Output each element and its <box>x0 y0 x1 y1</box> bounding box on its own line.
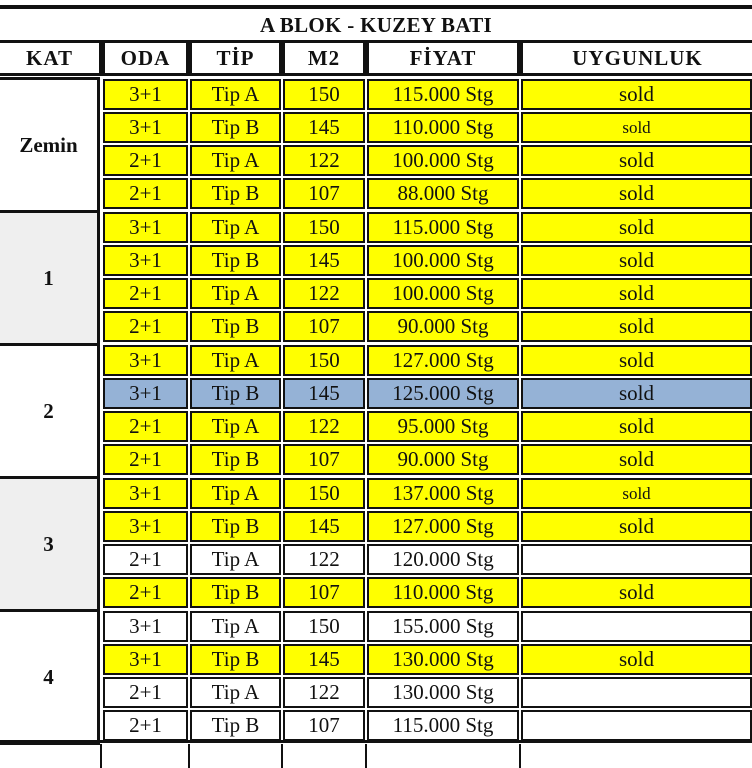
cell-m2: 150 <box>283 79 365 110</box>
cell-tip: Tip A <box>190 478 281 509</box>
cell-m2: 107 <box>283 444 365 475</box>
cell-oda: 3+1 <box>103 611 188 642</box>
cell-tip: Tip A <box>190 79 281 110</box>
cell-fiyat: 110.000 Stg <box>367 577 519 608</box>
cell-fiyat: 130.000 Stg <box>367 677 519 708</box>
cell-uygunluk: sold <box>521 411 752 442</box>
floor-label: 4 <box>0 609 100 745</box>
empty-column-divider <box>281 744 283 768</box>
cell-m2: 145 <box>283 112 365 143</box>
cell-fiyat: 110.000 Stg <box>367 112 519 143</box>
cell-fiyat: 127.000 Stg <box>367 511 519 542</box>
cell-m2: 145 <box>283 511 365 542</box>
table-bottom-border <box>0 740 752 743</box>
cell-oda: 2+1 <box>103 411 188 442</box>
cell-m2: 145 <box>283 644 365 675</box>
cell-fiyat: 88.000 Stg <box>367 178 519 209</box>
cell-uygunluk <box>521 710 752 741</box>
cell-m2: 107 <box>283 710 365 741</box>
floor-label: 2 <box>0 343 100 479</box>
cell-oda: 2+1 <box>103 677 188 708</box>
cell-oda: 3+1 <box>103 79 188 110</box>
cell-m2: 122 <box>283 677 365 708</box>
cell-uygunluk <box>521 611 752 642</box>
header-oda: ODA <box>102 40 189 76</box>
cell-m2: 150 <box>283 611 365 642</box>
cell-tip: Tip A <box>190 677 281 708</box>
header-fiyat: FİYAT <box>366 40 520 76</box>
cell-uygunluk: sold <box>521 112 752 143</box>
header-m2: M2 <box>282 40 366 76</box>
cell-m2: 122 <box>283 411 365 442</box>
cell-fiyat: 90.000 Stg <box>367 444 519 475</box>
cell-oda: 2+1 <box>103 544 188 575</box>
cell-tip: Tip B <box>190 444 281 475</box>
cell-m2: 150 <box>283 212 365 243</box>
cell-oda: 3+1 <box>103 511 188 542</box>
cell-tip: Tip A <box>190 544 281 575</box>
cell-tip: Tip A <box>190 278 281 309</box>
cell-tip: Tip A <box>190 212 281 243</box>
cell-tip: Tip B <box>190 644 281 675</box>
cell-oda: 2+1 <box>103 145 188 176</box>
cell-tip: Tip B <box>190 112 281 143</box>
cell-m2: 122 <box>283 278 365 309</box>
cell-tip: Tip A <box>190 345 281 376</box>
cell-tip: Tip A <box>190 145 281 176</box>
cell-uygunluk: sold <box>521 511 752 542</box>
cell-tip: Tip B <box>190 577 281 608</box>
cell-uygunluk: sold <box>521 345 752 376</box>
cell-tip: Tip A <box>190 411 281 442</box>
cell-uygunluk: sold <box>521 145 752 176</box>
cell-fiyat: 115.000 Stg <box>367 79 519 110</box>
cell-oda: 2+1 <box>103 178 188 209</box>
cell-oda: 3+1 <box>103 478 188 509</box>
cell-oda: 2+1 <box>103 577 188 608</box>
cell-uygunluk: sold <box>521 478 752 509</box>
table-title: A BLOK - KUZEY BATI <box>0 5 752 41</box>
cell-fiyat: 120.000 Stg <box>367 544 519 575</box>
cell-fiyat: 137.000 Stg <box>367 478 519 509</box>
cell-uygunluk: sold <box>521 178 752 209</box>
cell-m2: 107 <box>283 311 365 342</box>
cell-uygunluk: sold <box>521 444 752 475</box>
cell-m2: 145 <box>283 378 365 409</box>
cell-m2: 150 <box>283 478 365 509</box>
empty-column-divider <box>365 744 367 768</box>
cell-uygunluk <box>521 544 752 575</box>
header-tip: TİP <box>189 40 282 76</box>
cell-fiyat: 100.000 Stg <box>367 145 519 176</box>
cell-fiyat: 95.000 Stg <box>367 411 519 442</box>
header-kat: KAT <box>0 40 102 76</box>
cell-fiyat: 115.000 Stg <box>367 212 519 243</box>
cell-oda: 2+1 <box>103 710 188 741</box>
cell-uygunluk: sold <box>521 577 752 608</box>
cell-tip: Tip B <box>190 311 281 342</box>
cell-uygunluk: sold <box>521 278 752 309</box>
cell-m2: 107 <box>283 577 365 608</box>
floor-label: 3 <box>0 476 100 612</box>
cell-fiyat: 130.000 Stg <box>367 644 519 675</box>
cell-m2: 122 <box>283 145 365 176</box>
cell-fiyat: 90.000 Stg <box>367 311 519 342</box>
cell-m2: 122 <box>283 544 365 575</box>
cell-uygunluk: sold <box>521 378 752 409</box>
cell-tip: Tip B <box>190 245 281 276</box>
cell-m2: 150 <box>283 345 365 376</box>
cell-uygunluk: sold <box>521 245 752 276</box>
cell-uygunluk: sold <box>521 212 752 243</box>
cell-oda: 2+1 <box>103 311 188 342</box>
cell-fiyat: 100.000 Stg <box>367 245 519 276</box>
empty-column-divider <box>100 744 102 768</box>
floor-label: 1 <box>0 210 100 346</box>
cell-uygunluk: sold <box>521 644 752 675</box>
cell-uygunluk <box>521 677 752 708</box>
cell-uygunluk: sold <box>521 311 752 342</box>
cell-fiyat: 100.000 Stg <box>367 278 519 309</box>
empty-column-divider <box>188 744 190 768</box>
empty-column-divider <box>519 744 521 768</box>
cell-m2: 107 <box>283 178 365 209</box>
cell-tip: Tip A <box>190 611 281 642</box>
cell-fiyat: 115.000 Stg <box>367 710 519 741</box>
cell-oda: 3+1 <box>103 112 188 143</box>
cell-tip: Tip B <box>190 710 281 741</box>
header-uygunluk: UYGUNLUK <box>520 40 752 76</box>
cell-tip: Tip B <box>190 378 281 409</box>
cell-tip: Tip B <box>190 178 281 209</box>
cell-fiyat: 155.000 Stg <box>367 611 519 642</box>
cell-oda: 3+1 <box>103 378 188 409</box>
cell-oda: 3+1 <box>103 245 188 276</box>
cell-tip: Tip B <box>190 511 281 542</box>
cell-oda: 3+1 <box>103 345 188 376</box>
cell-m2: 145 <box>283 245 365 276</box>
cell-oda: 2+1 <box>103 278 188 309</box>
cell-fiyat: 127.000 Stg <box>367 345 519 376</box>
cell-uygunluk: sold <box>521 79 752 110</box>
cell-fiyat: 125.000 Stg <box>367 378 519 409</box>
cell-oda: 3+1 <box>103 212 188 243</box>
cell-oda: 2+1 <box>103 444 188 475</box>
floor-label: Zemin <box>0 77 100 213</box>
cell-oda: 3+1 <box>103 644 188 675</box>
